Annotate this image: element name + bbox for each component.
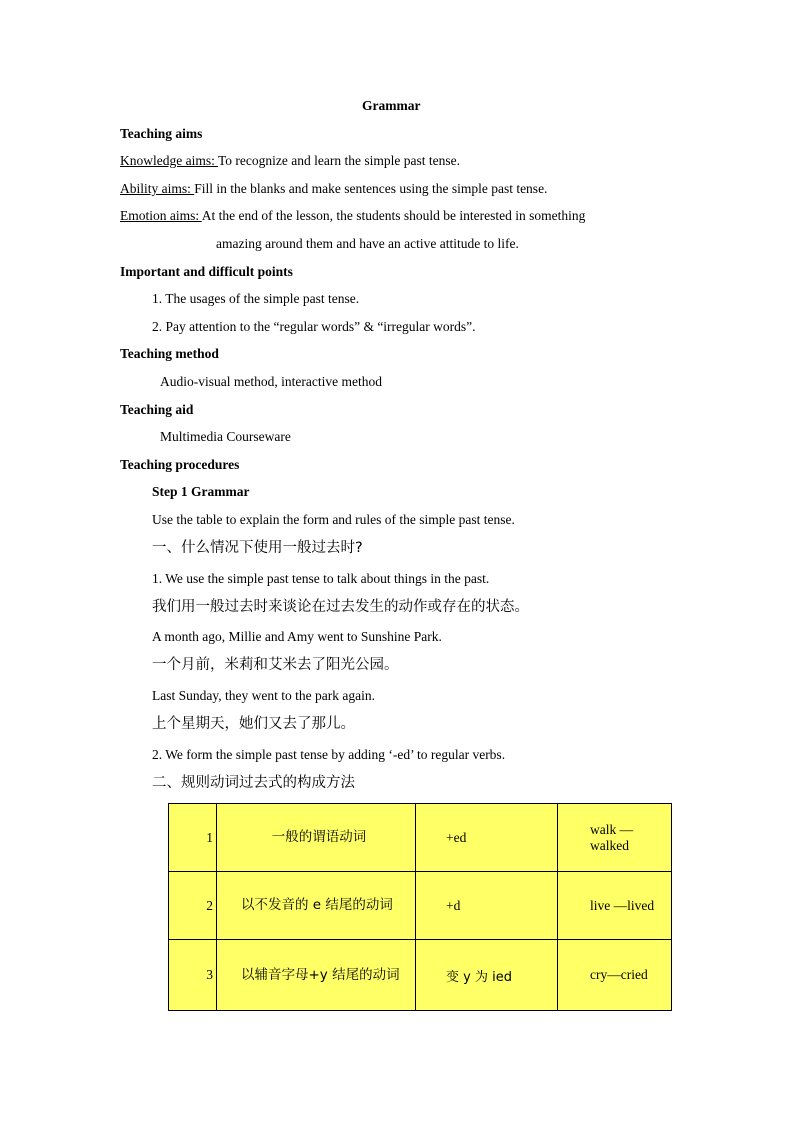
page-title: Grammar xyxy=(362,98,421,113)
knowledge-aims-line xyxy=(120,152,460,170)
table-row xyxy=(169,872,672,940)
regular-verbs-table xyxy=(168,803,672,1011)
teaching-aims-heading: Teaching aims xyxy=(120,126,203,141)
table-row xyxy=(169,804,672,872)
emotion-aims-line xyxy=(120,207,585,225)
example: live —lived xyxy=(558,872,672,940)
points-heading: Important and difficult points xyxy=(120,264,293,279)
aid-heading: Teaching aid xyxy=(120,402,194,417)
verb-type: 一般的谓语动词 xyxy=(217,804,416,872)
ability-aims-text: Fill in the blanks and make sentences using the simple past tense. xyxy=(194,181,548,196)
formation-rule: 变 y 为 ied xyxy=(416,940,558,1011)
procedures-heading: Teaching procedures xyxy=(120,457,240,472)
verb-type: 以不发音的 e 结尾的动词 xyxy=(217,872,416,940)
points-item-2: 2. Pay attention to the “regular words” & “irregular words”. xyxy=(152,319,476,334)
points-item-1: 1. The usages of the simple past tense. xyxy=(152,291,360,306)
table-row xyxy=(169,940,672,1011)
method-text: Audio-visual method, interactive method xyxy=(160,374,382,389)
rule-1-english: 1. We use the simple past tense to talk about things in the past. xyxy=(152,571,490,586)
example: cry—cried xyxy=(558,940,672,1011)
step-heading: Step 1 Grammar xyxy=(152,484,250,499)
rule-2-english: 2. We form the simple past tense by adding ‘-ed’ to regular verbs. xyxy=(152,747,506,762)
knowledge-aims-label: Knowledge aims: xyxy=(120,153,218,168)
aid-text: Multimedia Courseware xyxy=(160,429,291,444)
procedures-intro: Use the table to explain the form and rules of the simple past tense. xyxy=(152,512,515,527)
example-2-chinese: 上个星期天，她们又去了那儿。 xyxy=(152,716,355,732)
emotion-aims-text-1: At the end of the lesson, the students should be interested in something xyxy=(201,208,586,223)
example: walk —walked xyxy=(558,804,672,872)
verb-type: 以辅音字母+y 结尾的动词 xyxy=(217,940,416,1011)
method-heading: Teaching method xyxy=(120,346,219,361)
example-2-english: Last Sunday, they went to the park again. xyxy=(152,688,375,703)
row-number: 1 xyxy=(169,804,217,872)
ability-aims-line xyxy=(120,180,547,198)
knowledge-aims-text: To recognize and learn the simple past tense. xyxy=(218,153,460,168)
emotion-aims-label: Emotion aims: xyxy=(120,208,202,223)
section-1-heading: 一、什么情况下使用一般过去时? xyxy=(152,540,363,556)
example-1-english: A month ago, Millie and Amy went to Sunshine Park. xyxy=(152,629,442,644)
formation-rule: +d xyxy=(416,872,558,940)
rule-1-chinese: 我们用一般过去时来谈论在过去发生的动作或存在的状态。 xyxy=(152,599,529,615)
ability-aims-label: Ability aims: xyxy=(120,181,195,196)
emotion-aims-text-2: amazing around them and have an active attitude to life. xyxy=(216,236,519,251)
example-1-chinese: 一个月前，米莉和艾米去了阳光公园。 xyxy=(152,657,399,673)
section-2-heading: 二、规则动词过去式的构成方法 xyxy=(152,775,355,791)
row-number: 2 xyxy=(169,872,217,940)
row-number: 3 xyxy=(169,940,217,1011)
formation-rule: +ed xyxy=(416,804,558,872)
